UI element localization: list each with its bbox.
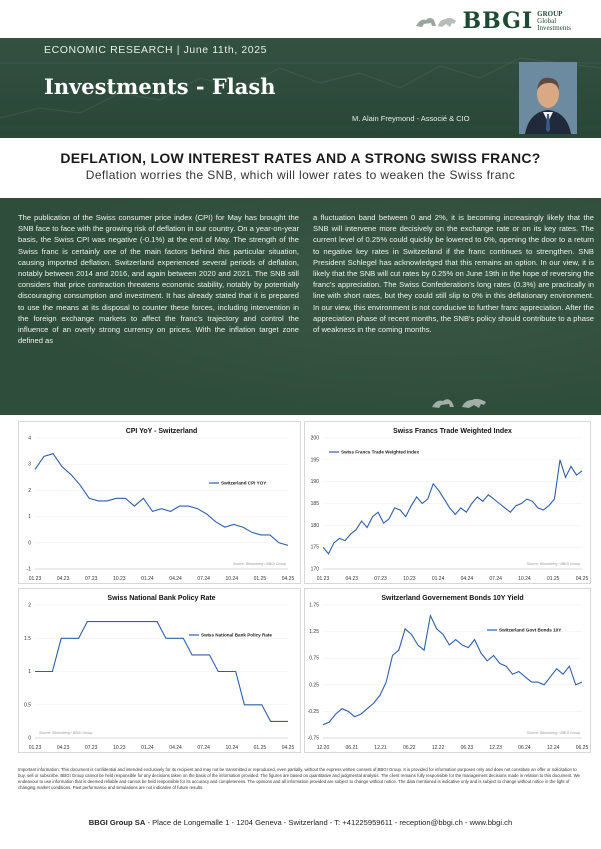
chart-cpi-yoy-svg	[19, 422, 302, 585]
y-tick-label: 1	[28, 669, 31, 675]
article-column-right: a fluctuation band between 0 and 2%, it is becoming increasingly likely that the SNB will intervene more decisively on the exchange rate or on its key rates. The current level of 0.25% could quickly be lowered to 0%, opening the door to a return to negative key rates in Switzerland if the franc continues to strengthen. SNB President Schlegel has acknowledged that this remains an option. In our view, it is likely that the SNB will cut rates by 0.25% on June 19th in the hope of reversing the franc's appreciation. The Swiss Confederation's long rates (0.3%) are practically in line with short rates, but they could still slip to 0% in this deflationary environment. In our view, this environment is not conducive to further franc appreciation. After the appreciation phase of recent months, the SNB's policy should contribute to a phase of weakness in the coming months.	[313, 213, 594, 335]
x-tick-label: 10.23	[113, 745, 126, 751]
subheadline: Deflation worries the SNB, which will lower rates to weaken the Swiss franc	[85, 168, 516, 182]
y-tick-label: 180	[310, 522, 319, 529]
y-tick-label: 170	[310, 566, 319, 573]
y-tick-label: 0	[28, 540, 31, 547]
x-tick-label: 01.23	[28, 745, 42, 751]
x-tick-label: 06.21	[345, 745, 359, 751]
chart-cpi-yoy	[18, 421, 301, 584]
x-tick-label: 04.25	[281, 576, 295, 582]
chart-source: Source: Bloomberg / BBGI Group	[39, 731, 93, 735]
x-tick-label: 07.23	[84, 745, 98, 751]
x-tick-label: 10.24	[225, 745, 239, 751]
x-tick-label: 04.25	[281, 745, 295, 751]
top-bar	[0, 0, 601, 38]
research-date-line: ECONOMIC RESEARCH | June 11th, 2025	[44, 44, 268, 56]
y-tick-label: 2	[28, 487, 31, 494]
y-tick-label: 185	[310, 501, 319, 507]
x-tick-label: 01.24	[431, 576, 445, 582]
x-tick-label: 01.25	[253, 745, 267, 751]
x-tick-label: 04.24	[460, 576, 474, 582]
disclaimer: Important information: This document is confidential and intended exclusively for its recipient and may not be transmitted or reproduced, even partially, without the express written consent of BBGI Group. It is provided for information purposes only and does not constitute an offer or solicitation to buy, sell or subscribe. BBGI Group cannot be held responsible for any decisions taken on the basis of the information provided. The figures are based on quantitative and judgmental analysis. The client remains fully responsible for the management decisions made in relation to this document. We endeavour to use information that is deemed reliable and cannot be held responsible for its accuracy and completeness. The opinions and all information provided are subject to change without notice. The data mentioned is indicative only and is subject to change without notice in the light of changing market conditions. Past performance and simulations are not indicative of future results.	[18, 767, 580, 790]
x-tick-label: 06.24	[518, 745, 531, 751]
footer-contact: - Place de Longemalle 1 - 1204 Geneva - Switzerland - T: +41225959611 - reception@bbgi.ch - www.bbgi.ch	[145, 818, 513, 827]
chart-snb-policy-rate-svg	[19, 589, 302, 754]
x-tick-label: 06.25	[575, 745, 589, 751]
x-tick-label: 10.23	[403, 576, 416, 582]
y-tick-label: 1	[28, 514, 31, 521]
chart-chf-trade-weighted-svg	[305, 422, 592, 585]
x-tick-label: 04.24	[169, 745, 182, 751]
x-tick-label: 07.24	[489, 576, 502, 582]
x-tick-label: 01.24	[141, 576, 154, 582]
x-tick-label: 01.24	[141, 745, 154, 751]
x-tick-label: 10.23	[113, 576, 126, 582]
x-tick-label: 07.23	[374, 576, 387, 582]
footer-company: BBGI Group SA	[88, 818, 146, 827]
chart-title: Swiss Francs Trade Weighted Index	[393, 428, 512, 435]
x-tick-label: 12.20	[316, 745, 330, 751]
x-tick-label: 04.23	[345, 576, 359, 582]
x-tick-label: 06.23	[460, 745, 474, 751]
article-panel	[0, 198, 601, 415]
y-tick-label: 3	[28, 461, 31, 468]
chart-source: Source: Bloomberg / BBGI Group	[526, 562, 580, 566]
chart-title: Switzerland Governement Bonds 10Y Yield	[381, 595, 524, 602]
x-tick-label: 10.24	[225, 576, 239, 582]
y-tick-label: 1.75	[309, 602, 319, 609]
y-tick-label: 4	[28, 435, 31, 442]
y-tick-label: 190	[310, 479, 319, 486]
y-tick-label: -0.75	[307, 735, 319, 742]
article-column-left: The publication of the Swiss consumer price index (CPI) for May has brought the SNB face to face with the growing risk of deflation in our country. On a year-on-year basis, the Swiss CPI was negative (-0.1%) at the end of May. The strength of the Swiss franc is certainly one of the main factors behind this particular situation, causing imported deflation. Switzerland experienced several periods of deflation, notably between 2014 and 2016, and again between 2020 and 2021. The SNB still considers that price contraction threatens economic stability, notably by potentially discouraging consumption and investment. It has already stated that it is prepared to use the means at its disposal to counter these forces, including intervention in the foreign exchange markets to affect the franc's trajectory and control the influence of an overly strong currency on prices. With the inflation target zone defined as	[18, 213, 299, 346]
x-tick-label: 10.24	[518, 576, 531, 582]
chart-swiss-10y-yield-svg	[305, 589, 592, 754]
y-tick-label: 175	[310, 544, 319, 551]
y-tick-label: 0	[28, 735, 31, 742]
x-tick-label: 01.23	[316, 576, 330, 582]
x-tick-label: 01.25	[253, 576, 267, 582]
x-tick-label: 04.23	[56, 576, 70, 582]
chart-title: Swiss National Bank Policy Rate	[107, 595, 216, 602]
x-tick-label: 04.24	[169, 576, 182, 582]
author-portrait	[519, 62, 577, 134]
company-logo	[414, 8, 571, 34]
chart-source: Source: Bloomberg / BBGI Group	[232, 562, 286, 566]
y-tick-label: -1	[26, 566, 31, 573]
logo-wordmark: BBGI	[462, 8, 534, 34]
x-tick-label: 07.24	[197, 745, 210, 751]
header-banner	[0, 38, 601, 138]
chart-chf-trade-weighted	[304, 421, 591, 584]
x-tick-label: 12.22	[431, 745, 445, 751]
chart-title: CPI YoY - Switzerland	[125, 428, 198, 435]
y-tick-label: 2	[28, 602, 31, 609]
y-tick-label: 195	[310, 457, 319, 464]
x-tick-label: 07.23	[84, 576, 98, 582]
chart-source: Source: Bloomberg / BBGI Group	[526, 731, 580, 735]
y-tick-label: 200	[310, 435, 319, 442]
chart-snb-policy-rate	[18, 588, 301, 753]
x-tick-label: 12.23	[489, 745, 502, 751]
bull-bear-icon	[430, 393, 492, 411]
y-tick-label: 1.5	[24, 635, 31, 642]
publication-title: Investments - Flash	[44, 74, 276, 99]
author-line: M. Alain Freymond - Associé & CIO	[352, 114, 470, 123]
series-line	[323, 460, 582, 554]
footer	[0, 818, 601, 827]
x-tick-label: 12.21	[374, 745, 387, 751]
x-tick-label: 01.23	[28, 576, 42, 582]
y-tick-label: -0.25	[307, 708, 319, 715]
legend-label: Swiss Francs Trade Weighted Index	[341, 449, 420, 455]
x-tick-label: 01.25	[546, 576, 560, 582]
series-line	[35, 454, 288, 546]
bull-bear-icon	[414, 10, 458, 32]
logo-subtitle: GROUP Global Investments	[537, 9, 571, 32]
legend-label: Switzerland CPI YOY	[221, 480, 267, 486]
x-tick-label: 07.24	[197, 576, 210, 582]
x-tick-label: 04.25	[575, 576, 589, 582]
legend-label: Switzerland Govt Bonds 10Y	[499, 627, 562, 633]
x-tick-label: 12.24	[546, 745, 560, 751]
chart-swiss-10y-yield	[304, 588, 591, 753]
headline: DEFLATION, LOW INTEREST RATES AND A STRONG SWISS FRANC?	[60, 150, 541, 166]
y-tick-label: 1.25	[309, 629, 319, 636]
y-tick-label: 0.5	[24, 702, 31, 709]
legend-label: Swiss National Bank Policy Rate	[201, 632, 272, 638]
y-tick-label: 0.25	[309, 682, 319, 689]
x-tick-label: 06.22	[403, 745, 416, 751]
y-tick-label: 0.75	[309, 655, 319, 662]
x-tick-label: 04.23	[56, 745, 70, 751]
